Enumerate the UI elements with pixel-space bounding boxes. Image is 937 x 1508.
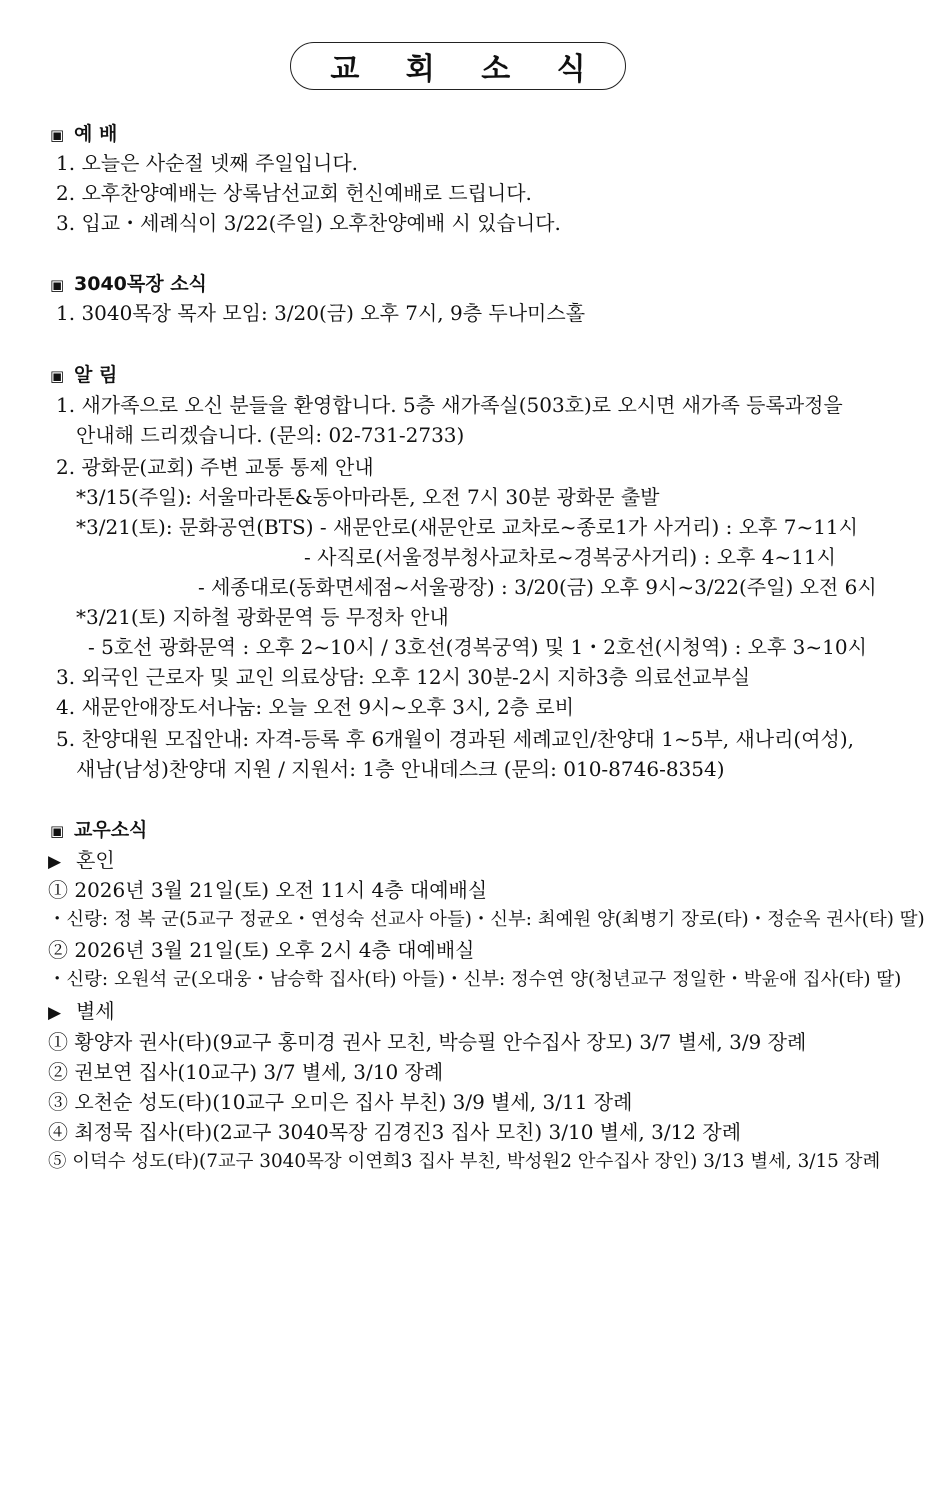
passing-line: ④ 최정묵 집사(타)(2교구 3040목장 김경진3 집사 모친) 3/10 별세, 3/12 장례	[48, 1120, 742, 1144]
subheading-wedding: ▶ 혼인	[48, 847, 115, 873]
worship-item: 3. 입교・세례식이 3/22(주일) 오후찬양예배 시 있습니다.	[56, 211, 561, 235]
notice-line: - 사직로(서울정부청사교차로~경복궁사거리) : 오후 4~11시	[304, 545, 836, 569]
notice-line: - 세종대로(동화면세점~서울광장) : 3/20(금) 오후 9시~3/22(주일) 오전 6시	[198, 575, 877, 599]
wedding-line: ① 2026년 3월 21일(토) 오전 11시 4층 대예배실	[48, 878, 488, 902]
notice-line: 5. 찬양대원 모집안내: 자격-등록 후 6개월이 경과된 세례교인/찬양대 1~5부, 새나리(여성),	[56, 727, 855, 751]
section-heading-notices: ▣ 알 림	[50, 362, 117, 388]
notice-line: 1. 새가족으로 오신 분들을 환영합니다. 5층 새가족실(503호)로 오시면 새가족 등록과정을	[56, 393, 843, 417]
square-bullet-icon: ▣	[50, 276, 65, 294]
parish-item: 1. 3040목장 목자 모임: 3/20(금) 오후 7시, 9층 두나미스홀	[56, 301, 586, 325]
square-bullet-icon: ▣	[50, 822, 65, 840]
worship-item: 2. 오후찬양예배는 상록남선교회 헌신예배로 드립니다.	[56, 181, 532, 205]
notice-line: *3/21(토): 문화공연(BTS) - 새문안로(새문안로 교차로~종로1가 사거리) : 오후 7~11시	[76, 515, 858, 539]
section-heading-members: ▣ 교우소식	[50, 817, 147, 843]
square-bullet-icon: ▣	[50, 367, 65, 385]
notice-line: *3/15(주일): 서울마라톤&동아마라톤, 오전 7시 30분 광화문 출발	[76, 485, 660, 509]
section-heading-worship: ▣ 예 배	[50, 121, 117, 147]
passing-line: ① 황양자 권사(타)(9교구 홍미경 권사 모친, 박승필 안수집사 장모) 3/7 별세, 3/9 장례	[48, 1030, 807, 1054]
wedding-line: ② 2026년 3월 21일(토) 오후 2시 4층 대예배실	[48, 938, 475, 962]
subheading-passing: ▶ 별세	[48, 998, 115, 1024]
passing-line: ③ 오천순 성도(타)(10교구 오미은 집사 부친) 3/9 별세, 3/11 장례	[48, 1090, 633, 1114]
notice-line: - 5호선 광화문역 : 오후 2~10시 / 3호선(경복궁역) 및 1・2호선(시청역) : 오후 3~10시	[88, 635, 867, 659]
notice-line: 2. 광화문(교회) 주변 교통 통제 안내	[56, 455, 374, 479]
notice-line: 안내해 드리겠습니다. (문의: 02-731-2733)	[76, 423, 465, 447]
triangle-right-icon: ▶	[48, 852, 62, 872]
notice-line: 4. 새문안애장도서나눔: 오늘 오전 9시~오후 3시, 2층 로비	[56, 695, 575, 719]
square-bullet-icon: ▣	[50, 126, 65, 144]
worship-item: 1. 오늘은 사순절 넷째 주일입니다.	[56, 151, 359, 175]
notice-line: 새남(남성)찬양대 지원 / 지원서: 1층 안내데스크 (문의: 010-8746-8354)	[76, 757, 725, 781]
notice-line: *3/21(토) 지하철 광화문역 등 무정차 안내	[76, 605, 449, 629]
passing-line: ⑤ 이덕수 성도(타)(7교구 3040목장 이연희3 집사 부친, 박성원2 안수집사 장인) 3/13 별세, 3/15 장례	[48, 1151, 881, 1172]
page-title: 교 회 소 식	[330, 52, 604, 87]
title-box	[290, 42, 626, 90]
notice-line: 3. 외국인 근로자 및 교인 의료상담: 오후 12시 30분-2시 지하3층 의료선교부실	[56, 665, 751, 689]
wedding-line: ・신랑: 오원석 군(오대웅・남승학 집사(타) 아들)・신부: 정수연 양(청년교구 정일한・박윤애 집사(타) 딸)	[48, 969, 902, 990]
wedding-line: ・신랑: 정 복 군(5교구 정균오・연성숙 선교사 아들)・신부: 최예원 양(최병기 장로(타)・정순옥 권사(타) 딸)	[48, 909, 925, 930]
triangle-right-icon: ▶	[48, 1003, 62, 1023]
section-heading-3040: ▣ 3040목장 소식	[50, 271, 207, 297]
passing-line: ② 권보연 집사(10교구) 3/7 별세, 3/10 장례	[48, 1060, 444, 1084]
